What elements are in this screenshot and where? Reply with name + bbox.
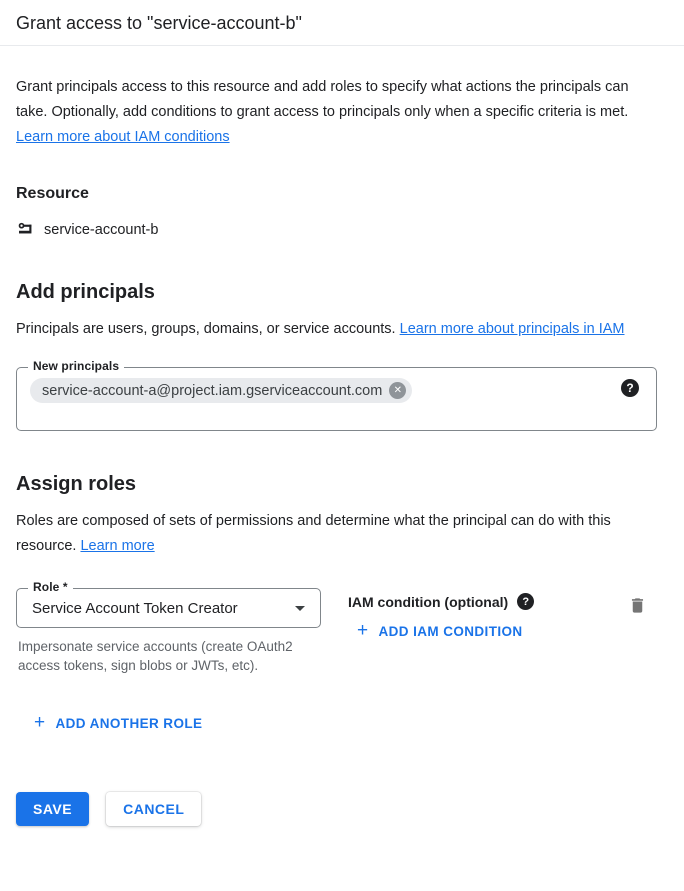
add-iam-condition-button[interactable]	[357, 622, 523, 641]
plus-icon: +	[34, 712, 46, 733]
dialog-content	[0, 75, 684, 826]
learn-more-iam-conditions-link[interactable]: Learn more about IAM conditions	[16, 129, 230, 145]
save-button[interactable]: SAVE	[16, 792, 89, 826]
resource-name: service-account-b	[44, 221, 159, 238]
iam-condition-help-icon[interactable]: ?	[517, 593, 534, 610]
resource-heading: Resource	[16, 185, 89, 202]
add-iam-condition-label: ADD IAM CONDITION	[378, 624, 523, 639]
add-principals-heading: Add principals	[16, 281, 155, 303]
intro-paragraph	[16, 75, 657, 150]
roles-learn-more-link[interactable]: Learn more	[80, 538, 155, 554]
dialog-header	[0, 0, 684, 46]
role-label: Role *	[28, 580, 73, 594]
assign-roles-paragraph	[16, 509, 657, 559]
assign-roles-heading: Assign roles	[16, 473, 137, 495]
role-selected-value: Service Account Token Creator	[32, 599, 238, 617]
principal-chip	[30, 378, 412, 403]
dialog-actions	[16, 792, 657, 826]
role-column	[16, 580, 321, 675]
intro-text: Grant principals access to this resource and add roles to specify what actions the principals can take. Optionally, add conditions to grant access to principals only when a specific criteria is met.	[16, 79, 629, 120]
add-principals-text: Principals are users, groups, domains, or service accounts.	[16, 321, 400, 337]
role-row	[16, 580, 657, 675]
delete-role-button[interactable]	[628, 596, 647, 618]
add-principals-paragraph	[16, 317, 657, 342]
trash-icon	[628, 603, 647, 618]
delete-role-column	[628, 588, 657, 620]
role-helper-text: Impersonate service accounts (create OAuth2 access tokens, sign blobs or JWTs, etc).	[18, 639, 293, 673]
role-select[interactable]	[16, 580, 321, 628]
iam-condition-label: IAM condition (optional)	[348, 593, 509, 610]
plus-icon: +	[357, 620, 369, 641]
cancel-button[interactable]: CANCEL	[106, 792, 201, 826]
new-principals-field[interactable]	[16, 359, 657, 431]
principals-help-icon[interactable]: ?	[621, 379, 639, 397]
assign-roles-text: Roles are composed of sets of permissions and determine what the principal can do with this resource.	[16, 513, 611, 554]
new-principals-label: New principals	[28, 359, 124, 373]
page-title: Grant access to "service-account-b"	[16, 13, 302, 33]
chip-remove-icon[interactable]: ✕	[389, 382, 406, 399]
chevron-down-icon	[295, 606, 305, 611]
principal-chip-value: service-account-a@project.iam.gserviceaccount.com	[42, 382, 383, 399]
resource-row	[16, 220, 657, 239]
iam-condition-column	[348, 588, 628, 642]
add-another-role-button[interactable]	[34, 714, 202, 733]
service-account-icon	[16, 220, 35, 239]
learn-more-principals-link[interactable]: Learn more about principals in IAM	[399, 321, 625, 337]
add-another-role-label: ADD ANOTHER ROLE	[55, 716, 203, 731]
iam-condition-label-row	[348, 593, 628, 610]
